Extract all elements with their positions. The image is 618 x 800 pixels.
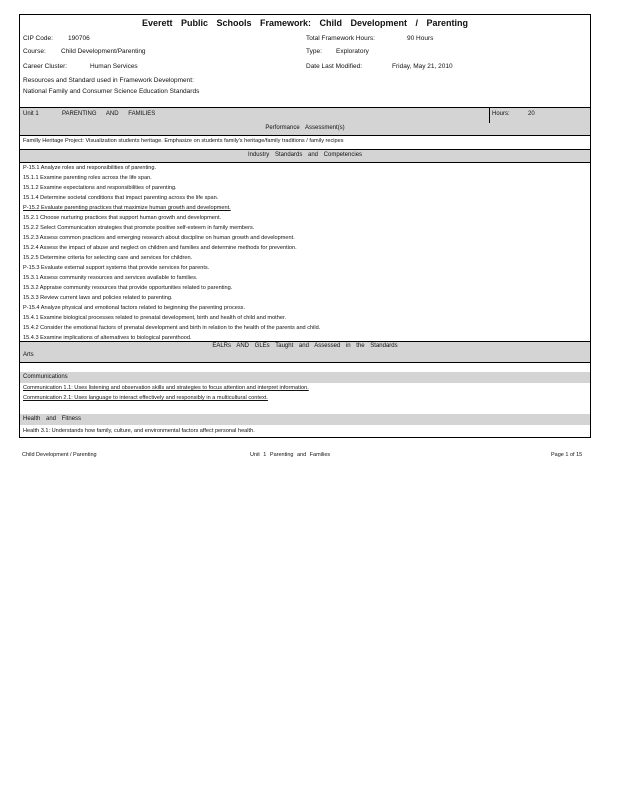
unit-divider (489, 107, 490, 123)
industry-standard-item: 15.2.5 Determine criteria for selecting care and services for children. (23, 255, 193, 261)
resources-value: National Family and Consumer Science Education Standards (23, 88, 200, 95)
communication-item-2: Communication 2.1: Uses language to interact effectively and responsibly in a multicultural context. (23, 395, 268, 401)
industry-standard-item: P-15.4 Analyze physical and emotional factors related to beginning the parenting process. (23, 305, 246, 311)
resources-label: Resources and Standard used in Framework Development: (23, 77, 194, 84)
cluster-value: Human Services (90, 63, 138, 70)
industry-standard-item: 15.1.2 Examine expectations and responsibilities of parenting. (23, 185, 177, 191)
footer-left: Child Development / Parenting (22, 452, 97, 458)
industry-standard-item: 15.2.3 Assess common practices and emerging research about discipline on human growth and development. (23, 235, 295, 241)
ealrs-heading: EALRs AND GLEs Taught and Assessed in the Standards (212, 343, 398, 349)
type-value: Exploratory (336, 48, 369, 55)
industry-standard-item: 15.4.2 Consider the emotional factors of prenatal development and birth in relation to the health of the parents and child. (23, 325, 321, 331)
health-heading-row (20, 414, 590, 425)
industry-standard-item: 15.1.1 Examine parenting roles across the life span. (23, 175, 152, 181)
communications-heading-row (20, 372, 590, 383)
course-label: Course: (23, 48, 46, 55)
industry-standard-item: 15.2.4 Assess the impact of abuse and neglect on children and families and determine methods for prevention. (23, 245, 297, 251)
communications-label: Communications (23, 374, 68, 380)
type-label: Type: (306, 48, 322, 55)
industry-standard-item: 15.3.1 Assess community resources and services available to families. (23, 275, 198, 281)
performance-text: Familly Heritage Project: Visualization students heritage. Emphasize on students family's heritage/family traditions / family recipes (23, 138, 344, 144)
industry-standard-item: P-15.1 Analyze roles and responsibilities of parenting. (23, 165, 157, 171)
industry-heading: Industry Standards and Competencies (247, 152, 363, 158)
industry-standard-item: P-15.3 Evaluate external support systems that provide services for parents. (23, 265, 210, 271)
industry-standard-item: 15.2.2 Select Communication strategies that promote positive self-esteem in family members. (23, 225, 255, 231)
footer-page-number: Page 1 of 15 (551, 452, 583, 458)
industry-standard-item: 15.2.1 Choose nurturing practices that support human growth and development. (23, 215, 222, 221)
footer-center: Unit 1 Parenting and Families (250, 452, 331, 458)
industry-standard-item: 15.4.3 Examine implications of alternatives to biological parenthood. (23, 335, 192, 341)
performance-heading: Performance Assessment(s) (265, 125, 345, 131)
unit-label: Unit 1 (23, 111, 39, 117)
framework-page (19, 14, 591, 438)
industry-standard-item: 15.3.3 Review current laws and policies related to parenting. (23, 295, 173, 301)
total-hours-label: Total Framework Hours: (306, 35, 375, 42)
health-label: Health and Fitness (23, 416, 82, 422)
unit-hours-label: Hours: (492, 111, 510, 117)
industry-standard-item: 15.4.1 Examine biological processes related to prenatal development, birth and health of child and mother. (23, 315, 287, 321)
industry-standard-item: 15.3.2 Appraise community resources that provide opportunities related to parenting. (23, 285, 233, 291)
cip-label: CIP Code: (23, 35, 53, 42)
unit-name: PARENTING AND FAMILIES (62, 111, 156, 117)
unit-hours-value: 20 (528, 111, 535, 117)
communication-item-1: Communication 1.1: Uses listening and observation skills and strategies to focus attention and interpret information. (23, 385, 309, 391)
modified-label: Date Last Modified: (306, 63, 363, 70)
health-item: Health 3.1: Understands how family, culture, and environmental factors affect personal health. (23, 428, 255, 434)
industry-standard-item: 15.1.4 Determine societal conditions that impact parenting across the life span. (23, 195, 219, 201)
page-title: Everett Public Schools Framework: Child Development / Parenting (141, 18, 469, 28)
industry-standards-list (23, 163, 320, 343)
course-value: Child Development/Parenting (61, 48, 146, 55)
industry-standard-item: P-15.2 Evaluate parenting practices that maximize human growth and development. (23, 205, 231, 211)
cluster-label: Career Cluster: (23, 63, 68, 70)
arts-label: Arts (23, 352, 34, 358)
modified-value: Friday, May 21, 2010 (392, 63, 453, 70)
cip-value: 190706 (68, 35, 90, 42)
total-hours-value: 90 Hours (407, 35, 434, 42)
divider (20, 135, 590, 136)
